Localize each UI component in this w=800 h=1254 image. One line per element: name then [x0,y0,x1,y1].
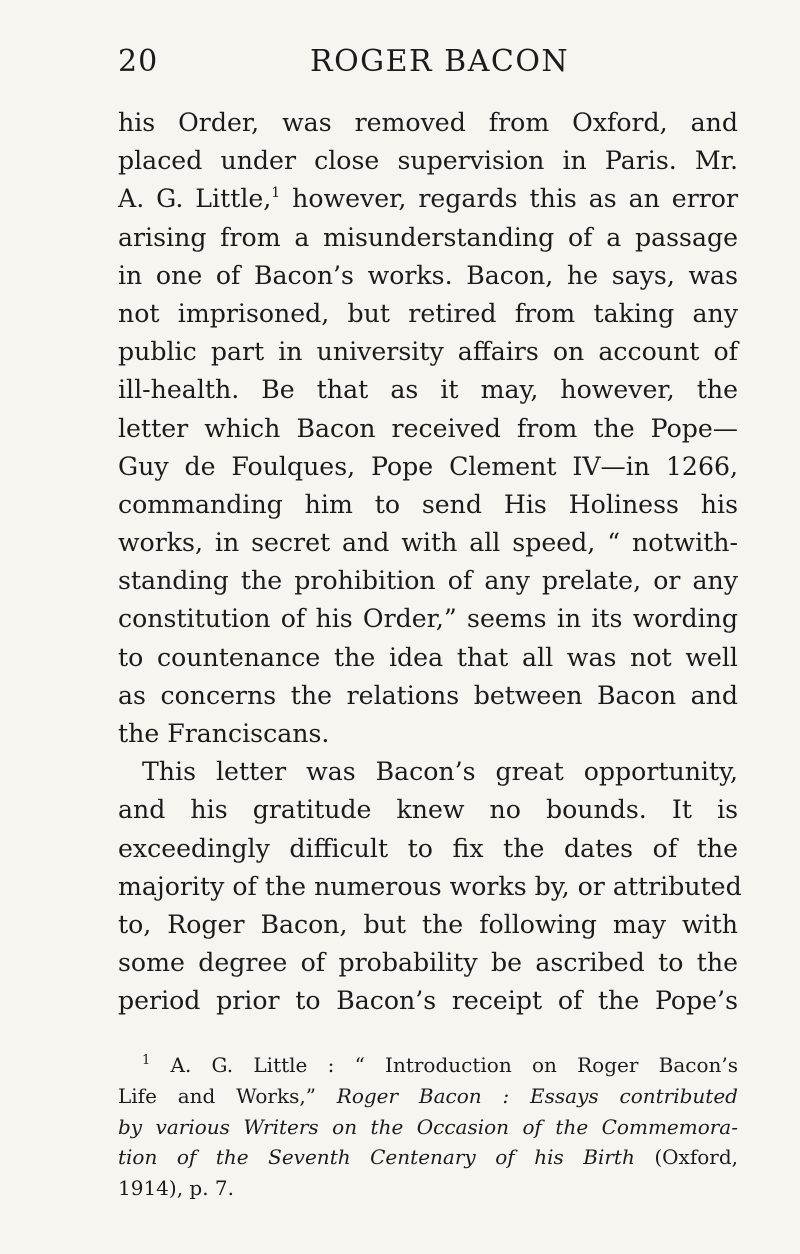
text-line: as concerns the relations between Bacon and [118,680,738,710]
text-line: majority of the numerous works by, or attributed [118,871,742,901]
text-line: to, Roger Bacon, but the following may with [118,909,738,939]
text-fragment: A. G. Little : “ Introduction on Roger Bacon’s [150,1053,738,1077]
text-line: This letter was Bacon’s great opportunity, [142,757,738,787]
text-line: standing the prohibition of any prelate, or any [118,566,738,596]
text-line: his Order, was removed from Oxford, and [118,108,738,137]
footnote-line: 1914), p. 7. [118,1176,235,1201]
text-line: some degree of probability be ascribed to the [118,948,738,978]
text-fragment: however, regards this as an error [280,184,738,214]
text-line: period prior to Bacon’s receipt of the Pope’s [118,986,738,1016]
footnote-line [118,1142,738,1173]
running-head [0,44,800,92]
text-fragment: Life and Works,” [118,1083,337,1108]
text-line: not imprisoned, but retired from taking any [118,298,738,328]
text-line: and his gratitude knew no bounds. It is [118,795,738,825]
text-line: the Franciscans. [118,719,330,748]
text-line: Guy de Foulques, Pope Clement IV—in 1266, [118,451,738,481]
text-line: commanding him to send His Holiness his [118,489,738,519]
text-line: works, in secret and with all speed, “ notwith- [118,528,738,558]
footnote [118,1050,738,1204]
text-line: letter which Bacon received from the Pope— [118,413,738,443]
text-fragment: (Oxford, [634,1145,738,1170]
text-line [118,180,738,218]
footnote-mark: 1 [142,1053,151,1068]
footnote-reference: 1 [271,185,281,202]
italic-title: tion of the Seventh Centenary of his Birth [118,1145,635,1170]
text-line: to countenance the idea that all was not well [118,642,738,672]
page-number: 20 [118,44,159,79]
text-line: in one of Bacon’s works. Bacon, he says, was [118,260,738,290]
text-line: ill-health. Be that as it may, however, the [118,375,738,405]
text-line: public part in university affairs on account of [118,337,738,367]
footnote-line [118,1081,738,1112]
italic-title: Roger Bacon : Essays contributed [336,1083,738,1108]
text-line: arising from a misunderstanding of a passage [118,222,738,252]
text-fragment: A. G. Little, [118,184,272,214]
text-line: exceedingly difficult to fix the dates of the [118,833,738,863]
footnote-line: by various Writers on the Occasion of the Commemora- [118,1114,738,1139]
body-text [118,104,742,1021]
text-line: placed under close supervision in Paris. Mr. [118,146,738,176]
running-title: ROGER BACON [310,44,570,79]
text-line: constitution of his Order,” seems in its wording [118,604,738,634]
footnote-line [118,1050,738,1081]
